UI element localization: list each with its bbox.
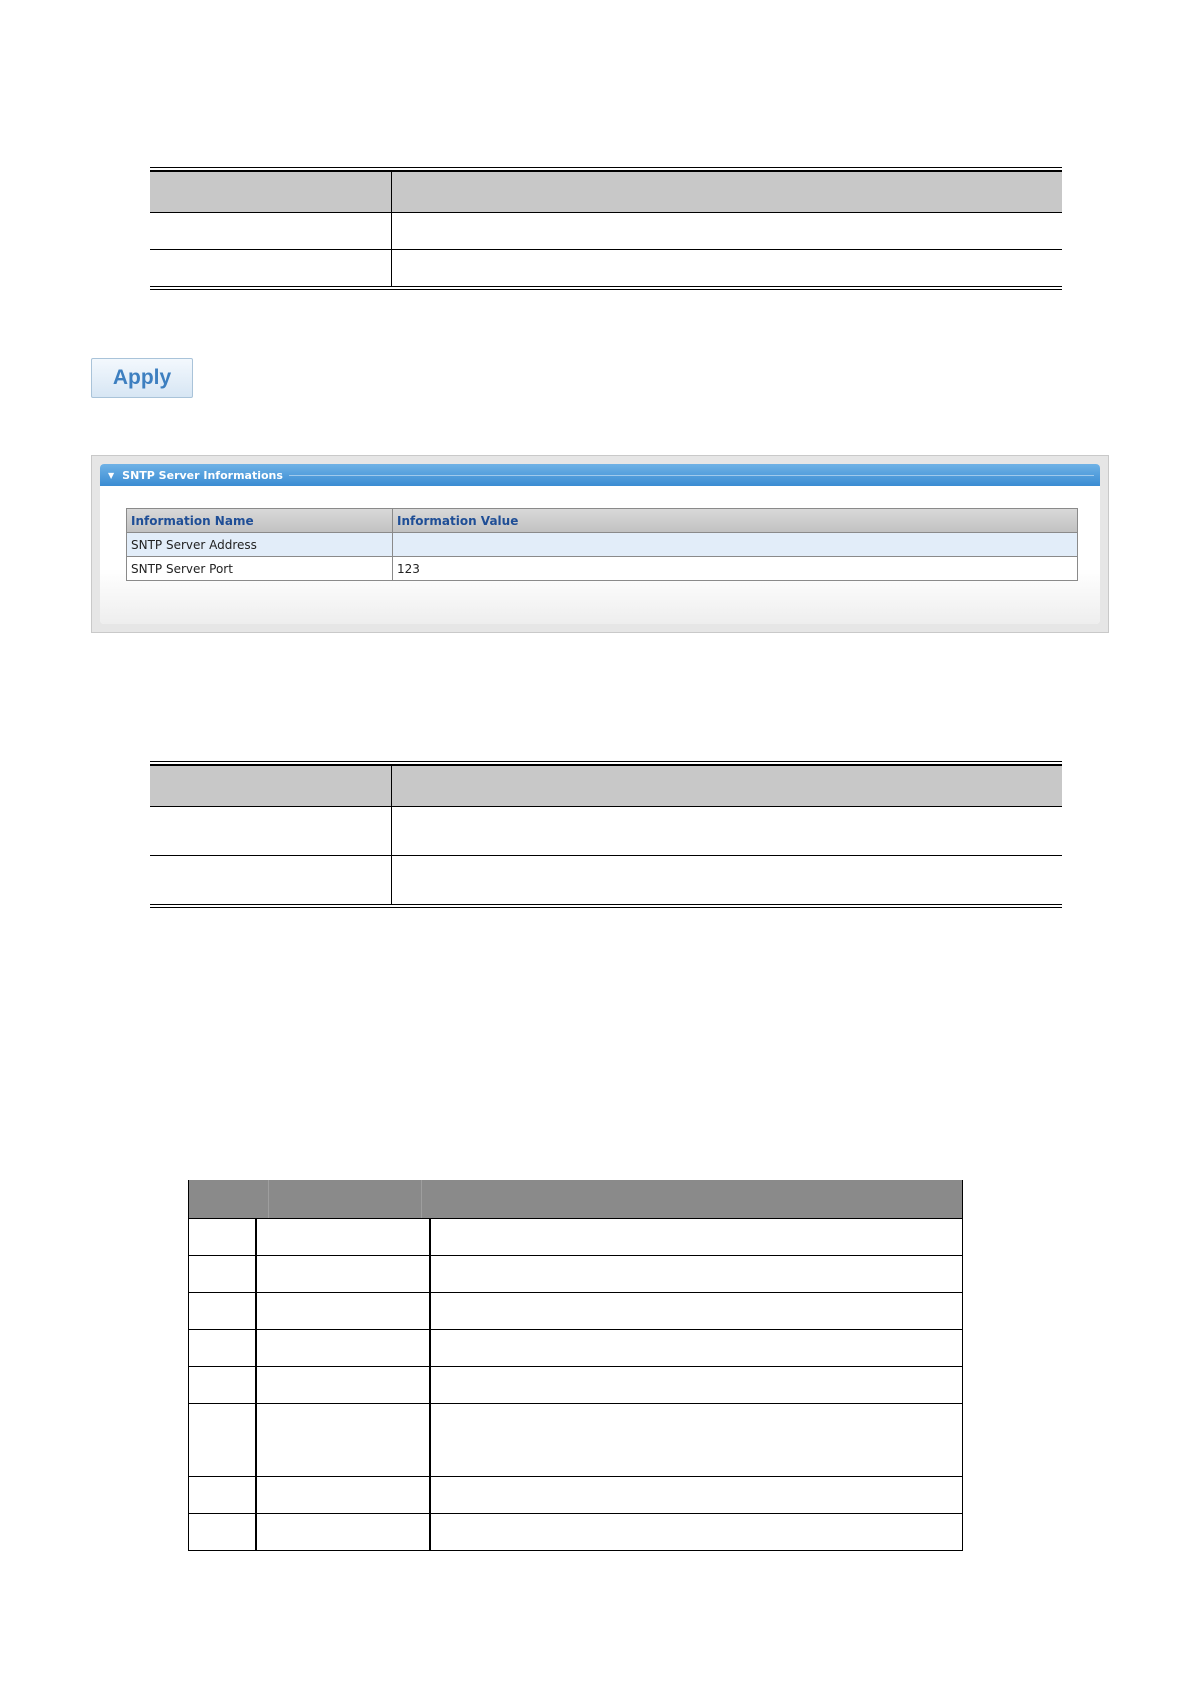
header-cell-object bbox=[150, 766, 392, 806]
table-row bbox=[127, 557, 1077, 580]
header-cell-description bbox=[392, 172, 1062, 212]
sntp-server-info-panel bbox=[91, 455, 1109, 633]
table-row bbox=[127, 533, 1077, 557]
table-row bbox=[150, 856, 1062, 904]
parameter-table-middle bbox=[150, 761, 1062, 908]
table-header-row bbox=[150, 171, 1062, 213]
table-row bbox=[189, 1366, 962, 1403]
table-cell bbox=[189, 1477, 257, 1513]
table-cell bbox=[431, 1367, 962, 1403]
table-row bbox=[189, 1403, 962, 1476]
header-cell bbox=[422, 1180, 962, 1218]
info-table-header bbox=[127, 509, 1077, 533]
table-cell bbox=[257, 1514, 431, 1550]
table-cell bbox=[431, 1477, 962, 1513]
table-cell bbox=[392, 856, 1062, 904]
table-cell bbox=[257, 1367, 431, 1403]
table-row bbox=[189, 1513, 962, 1550]
table-cell bbox=[189, 1256, 257, 1292]
table-cell bbox=[392, 807, 1062, 855]
header-cell-description bbox=[392, 766, 1062, 806]
header-information-name: Information Name bbox=[127, 509, 393, 532]
table-cell bbox=[257, 1404, 431, 1476]
table-cell bbox=[431, 1514, 962, 1550]
table-cell bbox=[257, 1293, 431, 1329]
table-row bbox=[189, 1218, 962, 1255]
table-row bbox=[150, 213, 1062, 250]
header-cell-object bbox=[150, 172, 392, 212]
table-header-row bbox=[150, 765, 1062, 807]
table-cell bbox=[189, 1219, 257, 1255]
table-cell bbox=[257, 1330, 431, 1366]
table-cell bbox=[150, 213, 392, 249]
table-row bbox=[189, 1255, 962, 1292]
collapse-caret-icon[interactable]: ▼ bbox=[108, 470, 115, 480]
header-cell bbox=[189, 1180, 269, 1218]
table-header-row bbox=[189, 1180, 962, 1218]
panel-body bbox=[100, 486, 1100, 624]
table-cell bbox=[150, 856, 392, 904]
table-cell bbox=[150, 250, 392, 286]
table-row bbox=[189, 1292, 962, 1329]
panel-title: SNTP Server Informations bbox=[122, 468, 283, 482]
table-row bbox=[189, 1476, 962, 1513]
table-row bbox=[150, 250, 1062, 286]
row-value-server-address bbox=[393, 533, 1077, 556]
panel-titlebar[interactable] bbox=[100, 464, 1100, 486]
sntp-info-table bbox=[126, 508, 1078, 581]
row-name-server-port: SNTP Server Port bbox=[127, 557, 393, 580]
table-cell bbox=[431, 1404, 962, 1476]
table-cell bbox=[431, 1219, 962, 1255]
cli-command-table bbox=[188, 1180, 963, 1551]
header-information-value: Information Value bbox=[397, 513, 519, 528]
table-cell bbox=[431, 1330, 962, 1366]
header-cell bbox=[269, 1180, 422, 1218]
table-cell bbox=[392, 213, 1062, 249]
titlebar-divider bbox=[289, 475, 1094, 476]
table-row bbox=[189, 1329, 962, 1366]
table-cell bbox=[189, 1367, 257, 1403]
table-cell bbox=[150, 807, 392, 855]
table-cell bbox=[431, 1293, 962, 1329]
table-cell bbox=[257, 1256, 431, 1292]
parameter-table-top bbox=[150, 167, 1062, 290]
apply-button[interactable]: Apply bbox=[91, 358, 193, 398]
row-name-server-address: SNTP Server Address bbox=[127, 533, 393, 556]
table-cell bbox=[189, 1404, 257, 1476]
table-cell bbox=[257, 1219, 431, 1255]
table-cell bbox=[431, 1256, 962, 1292]
table-cell bbox=[189, 1514, 257, 1550]
table-cell bbox=[257, 1477, 431, 1513]
table-cell bbox=[392, 250, 1062, 286]
table-cell bbox=[189, 1293, 257, 1329]
panel-inner bbox=[100, 464, 1100, 624]
row-value-server-port: 123 bbox=[397, 561, 420, 576]
table-row bbox=[150, 807, 1062, 856]
table-cell bbox=[189, 1330, 257, 1366]
